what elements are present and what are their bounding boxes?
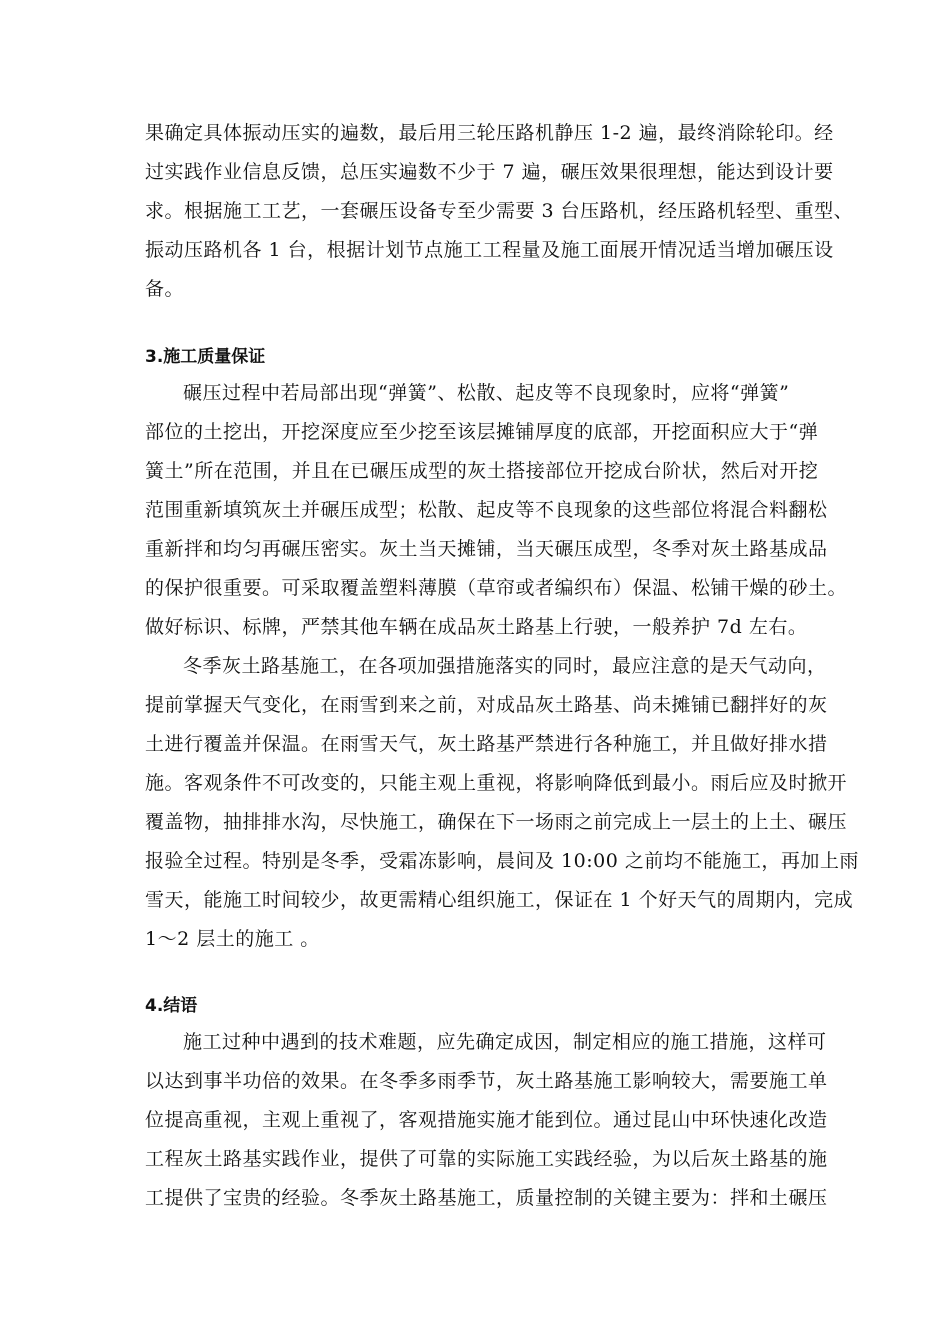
section-heading: 4.结语 <box>145 996 198 1016</box>
text-line: 工程灰土路基实践作业，提供了可靠的实际施工实践经验，为以后灰土路基的施 <box>145 1148 828 1170</box>
text-line: 覆盖物，抽排排水沟，尽快施工，确保在下一场雨之前完成上一层土的上土、碾压 <box>145 811 848 833</box>
text-line: 雪天，能施工时间较少，故更需精心组织施工，保证在 1 个好天气的周期内，完成 <box>145 889 854 911</box>
text-line: 振动压路机各 1 台，根据计划节点施工工程量及施工面展开情况适当增加碾压设 <box>145 239 834 261</box>
text-line: 果确定具体振动压实的遍数，最后用三轮压路机静压 1-2 遍，最终消除轮印。经 <box>145 122 834 144</box>
text-line: 簧土”所在范围，并且在已碾压成型的灰土搭接部位开挖成台阶状，然后对开挖 <box>145 460 819 482</box>
text-line: 做好标识、标牌，严禁其他车辆在成品灰土路基上行驶，一般养护 7d 左右。 <box>145 616 808 638</box>
section-heading: 3.施工质量保证 <box>145 347 266 367</box>
text-line: 重新拌和均匀再碾压密实。灰土当天摊铺，当天碾压成型，冬季对灰土路基成品 <box>145 538 828 560</box>
text-line: 施工过种中遇到的技术难题，应先确定成因，制定相应的施工措施，这样可 <box>183 1031 827 1053</box>
text-line: 土进行覆盖并保温。在雨雪天气，灰土路基严禁进行各种施工，并且做好排水措 <box>145 733 828 755</box>
text-line: 施。客观条件不可改变的，只能主观上重视，将影响降低到最小。雨后应及时掀开 <box>145 772 848 794</box>
text-line: 提前掌握天气变化，在雨雪到来之前，对成品灰土路基、尚未摊铺已翻拌好的灰 <box>145 694 828 716</box>
text-line: 的保护很重要。可采取覆盖塑料薄膜（草帘或者编织布）保温、松铺干燥的砂土。 <box>145 577 848 599</box>
text-line: 过实践作业信息反馈，总压实遍数不少于 7 遍，碾压效果很理想，能达到设计要 <box>145 161 834 183</box>
text-line: 工提供了宝贵的经验。冬季灰土路基施工，质量控制的关键主要为：拌和土碾压 <box>145 1187 828 1209</box>
text-line: 位提高重视，主观上重视了，客观措施实施才能到位。通过昆山中环快速化改造 <box>145 1109 828 1131</box>
text-line: 部位的土挖出，开挖深度应至少挖至该层摊铺厚度的底部，开挖面积应大于“弹 <box>145 421 819 443</box>
text-line: 冬季灰土路基施工，在各项加强措施落实的同时，最应注意的是天气动向， <box>183 655 827 677</box>
text-line: 备。 <box>145 278 185 300</box>
text-line: 以达到事半功倍的效果。在冬季多雨季节，灰土路基施工影响较大，需要施工单 <box>145 1070 828 1092</box>
text-line: 报验全过程。特别是冬季，受霜冻影响，晨间及 10:00 之前均不能施工，再加上雨 <box>145 850 859 872</box>
text-line: 范围重新填筑灰土并碾压成型；松散、起皮等不良现象的这些部位将混合料翻松 <box>145 499 828 521</box>
text-line: 碾压过程中若局部出现“弹簧”、松散、起皮等不良现象时，应将“弹簧” <box>183 382 790 404</box>
text-line: 求。根据施工工艺，一套碾压设备专至少需要 3 台压路机，经压路机轻型、重型、 <box>145 200 854 222</box>
text-line: 1～2 层土的施工 。 <box>145 928 320 950</box>
